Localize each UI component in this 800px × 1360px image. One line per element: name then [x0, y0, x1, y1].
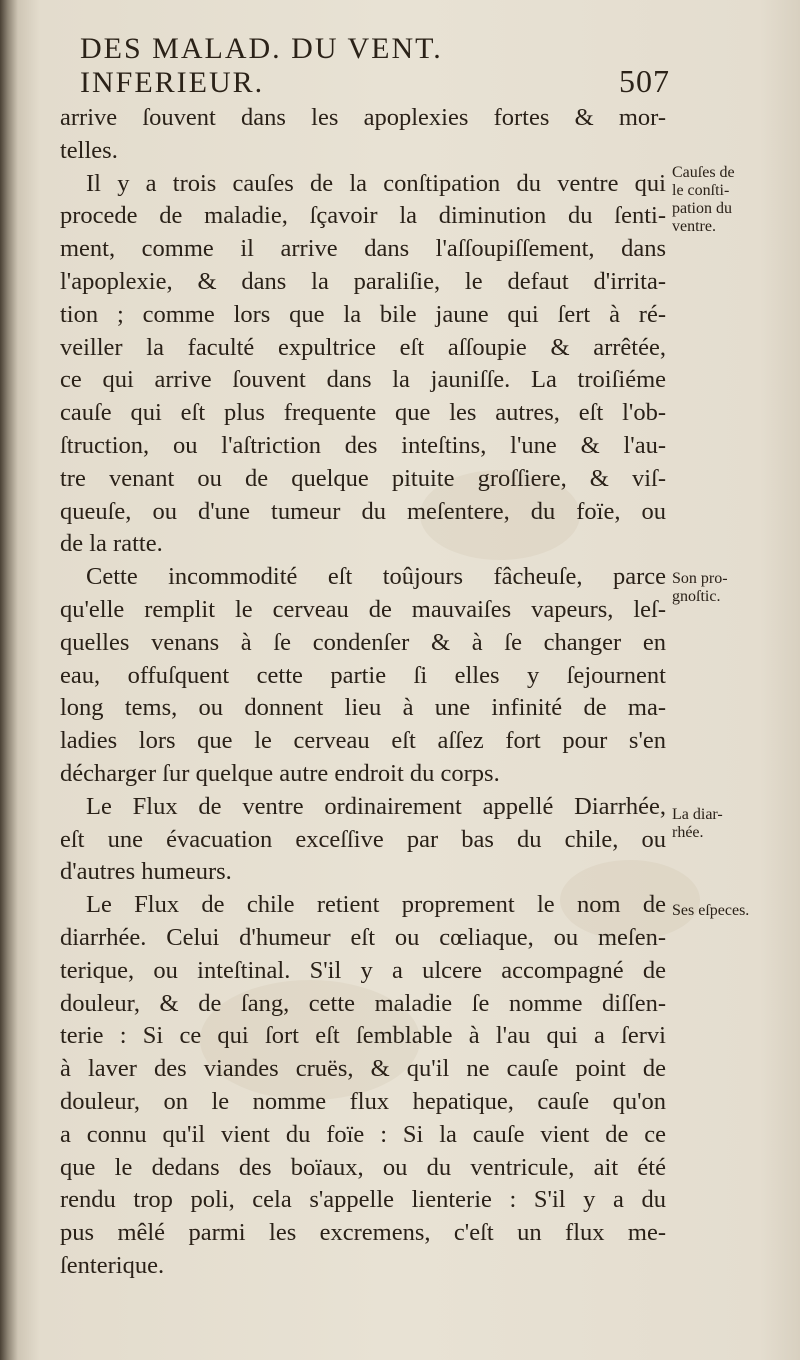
- text-line: long tems, ou donnent lieu à une infinité de ma-: [60, 694, 666, 722]
- text-line: ce qui arrive ſouvent dans la jauniſſe. La troiſiéme: [60, 366, 666, 394]
- margin-note-line: Cauſes de: [672, 164, 735, 181]
- text-line: douleur, on le nomme flux hepatique, cauſe qu'on: [60, 1087, 666, 1115]
- text-line: procede de maladie, ſçavoir la diminution du ſenti-: [60, 202, 666, 230]
- margin-note-line: ventre.: [672, 218, 716, 235]
- text-line: diarrhée. Celui d'humeur eſt ou cœliaque, ou meſen-: [60, 923, 666, 951]
- text-line: ladies lors que le cerveau eſt aſſez fort pour s'en: [60, 727, 666, 755]
- text-line: de la ratte.: [60, 530, 163, 558]
- text-line: pus mêlé parmi les excremens, c'eſt un flux me-: [60, 1219, 666, 1247]
- text-line: cauſe qui eſt plus frequente que les autres, eſt l'ob-: [60, 399, 666, 427]
- text-line: qu'elle remplit le cerveau de mauvaiſes vapeurs, leſ-: [60, 595, 666, 623]
- text-line: queuſe, ou d'une tumeur du meſentere, du foïe, ou: [60, 497, 666, 525]
- text-line: ſtruction, ou l'aſtriction des inteſtins, l'une & l'au-: [60, 431, 666, 459]
- text-line: terie : Si ce qui ſort eſt ſemblable à l'au qui a ſervi: [60, 1022, 666, 1050]
- margin-note-line: La diar-: [672, 806, 723, 823]
- margin-note-causes: [672, 164, 792, 236]
- text-line: tion ; comme lors que la bile jaune qui ſert à ré-: [60, 300, 666, 328]
- margin-note-line: Son pro-: [672, 570, 728, 587]
- text-line: d'autres humeurs.: [60, 858, 232, 886]
- body-text: [60, 102, 666, 1283]
- running-head: [80, 32, 670, 100]
- text-line: l'apoplexie, & dans la paraliſie, le defaut d'irrita-: [60, 267, 666, 295]
- running-head-title: DES MALAD. DU VENT. INFERIEUR.: [80, 32, 443, 99]
- text-line: Le Flux de chile retient proprement le nom de: [86, 891, 666, 919]
- text-line: telles.: [60, 136, 118, 164]
- text-line: rendu trop poli, cela s'appelle lienterie : S'il y a du: [60, 1186, 666, 1214]
- text-line: Le Flux de ventre ordinairement appellé Diarrhée,: [86, 792, 666, 820]
- text-line: douleur, & de ſang, cette maladie ſe nomme diſſen-: [60, 989, 666, 1017]
- margin-note-diarrhea: [672, 806, 792, 842]
- text-line: ſenterique.: [60, 1251, 165, 1279]
- margin-note-line: pation du: [672, 200, 732, 217]
- margin-note-line: gnoſtic.: [672, 588, 721, 605]
- text-line: a connu qu'il vient du foïe : Si la cauſe vient de ce: [60, 1120, 666, 1148]
- text-line: Il y a trois cauſes de la conſtipation du ventre qui: [86, 169, 666, 197]
- text-line: terique, ou inteſtinal. S'il y a ulcere accompagné de: [60, 956, 666, 984]
- text-line: veiller la faculté expultrice eſt aſſoupie & arrêtée,: [60, 333, 666, 361]
- text-line: ment, comme il arrive dans l'aſſoupiſſement, dans: [60, 235, 666, 263]
- page-number: 507: [619, 63, 670, 99]
- margin-note-prognostic: [672, 570, 792, 606]
- margin-note-line: rhée.: [672, 824, 704, 841]
- text-line: eau, offuſquent cette partie ſi elles y ſejournent: [60, 661, 666, 689]
- text-line: décharger ſur quelque autre endroit du corps.: [60, 759, 500, 787]
- text-line: tre venant ou de quelque pituite groſſiere, & viſ-: [60, 464, 666, 492]
- text-line: que le dedans des boïaux, ou du ventricule, ait été: [60, 1153, 666, 1181]
- text-line: à laver des viandes cruës, & qu'il ne cauſe point de: [60, 1055, 666, 1083]
- margin-note-line: Ses eſpeces.: [672, 902, 750, 919]
- margin-note-species: [672, 902, 792, 920]
- text-line: arrive ſouvent dans les apoplexies fortes & mor-: [60, 104, 666, 131]
- text-line: quelles venans à ſe condenſer & à ſe changer en: [60, 628, 666, 656]
- text-line: eſt une évacuation exceſſive par bas du chile, ou: [60, 825, 666, 853]
- text-line: Cette incommodité eſt toûjours fâcheuſe, parce: [86, 563, 666, 591]
- margin-note-line: le conſti-: [672, 182, 730, 199]
